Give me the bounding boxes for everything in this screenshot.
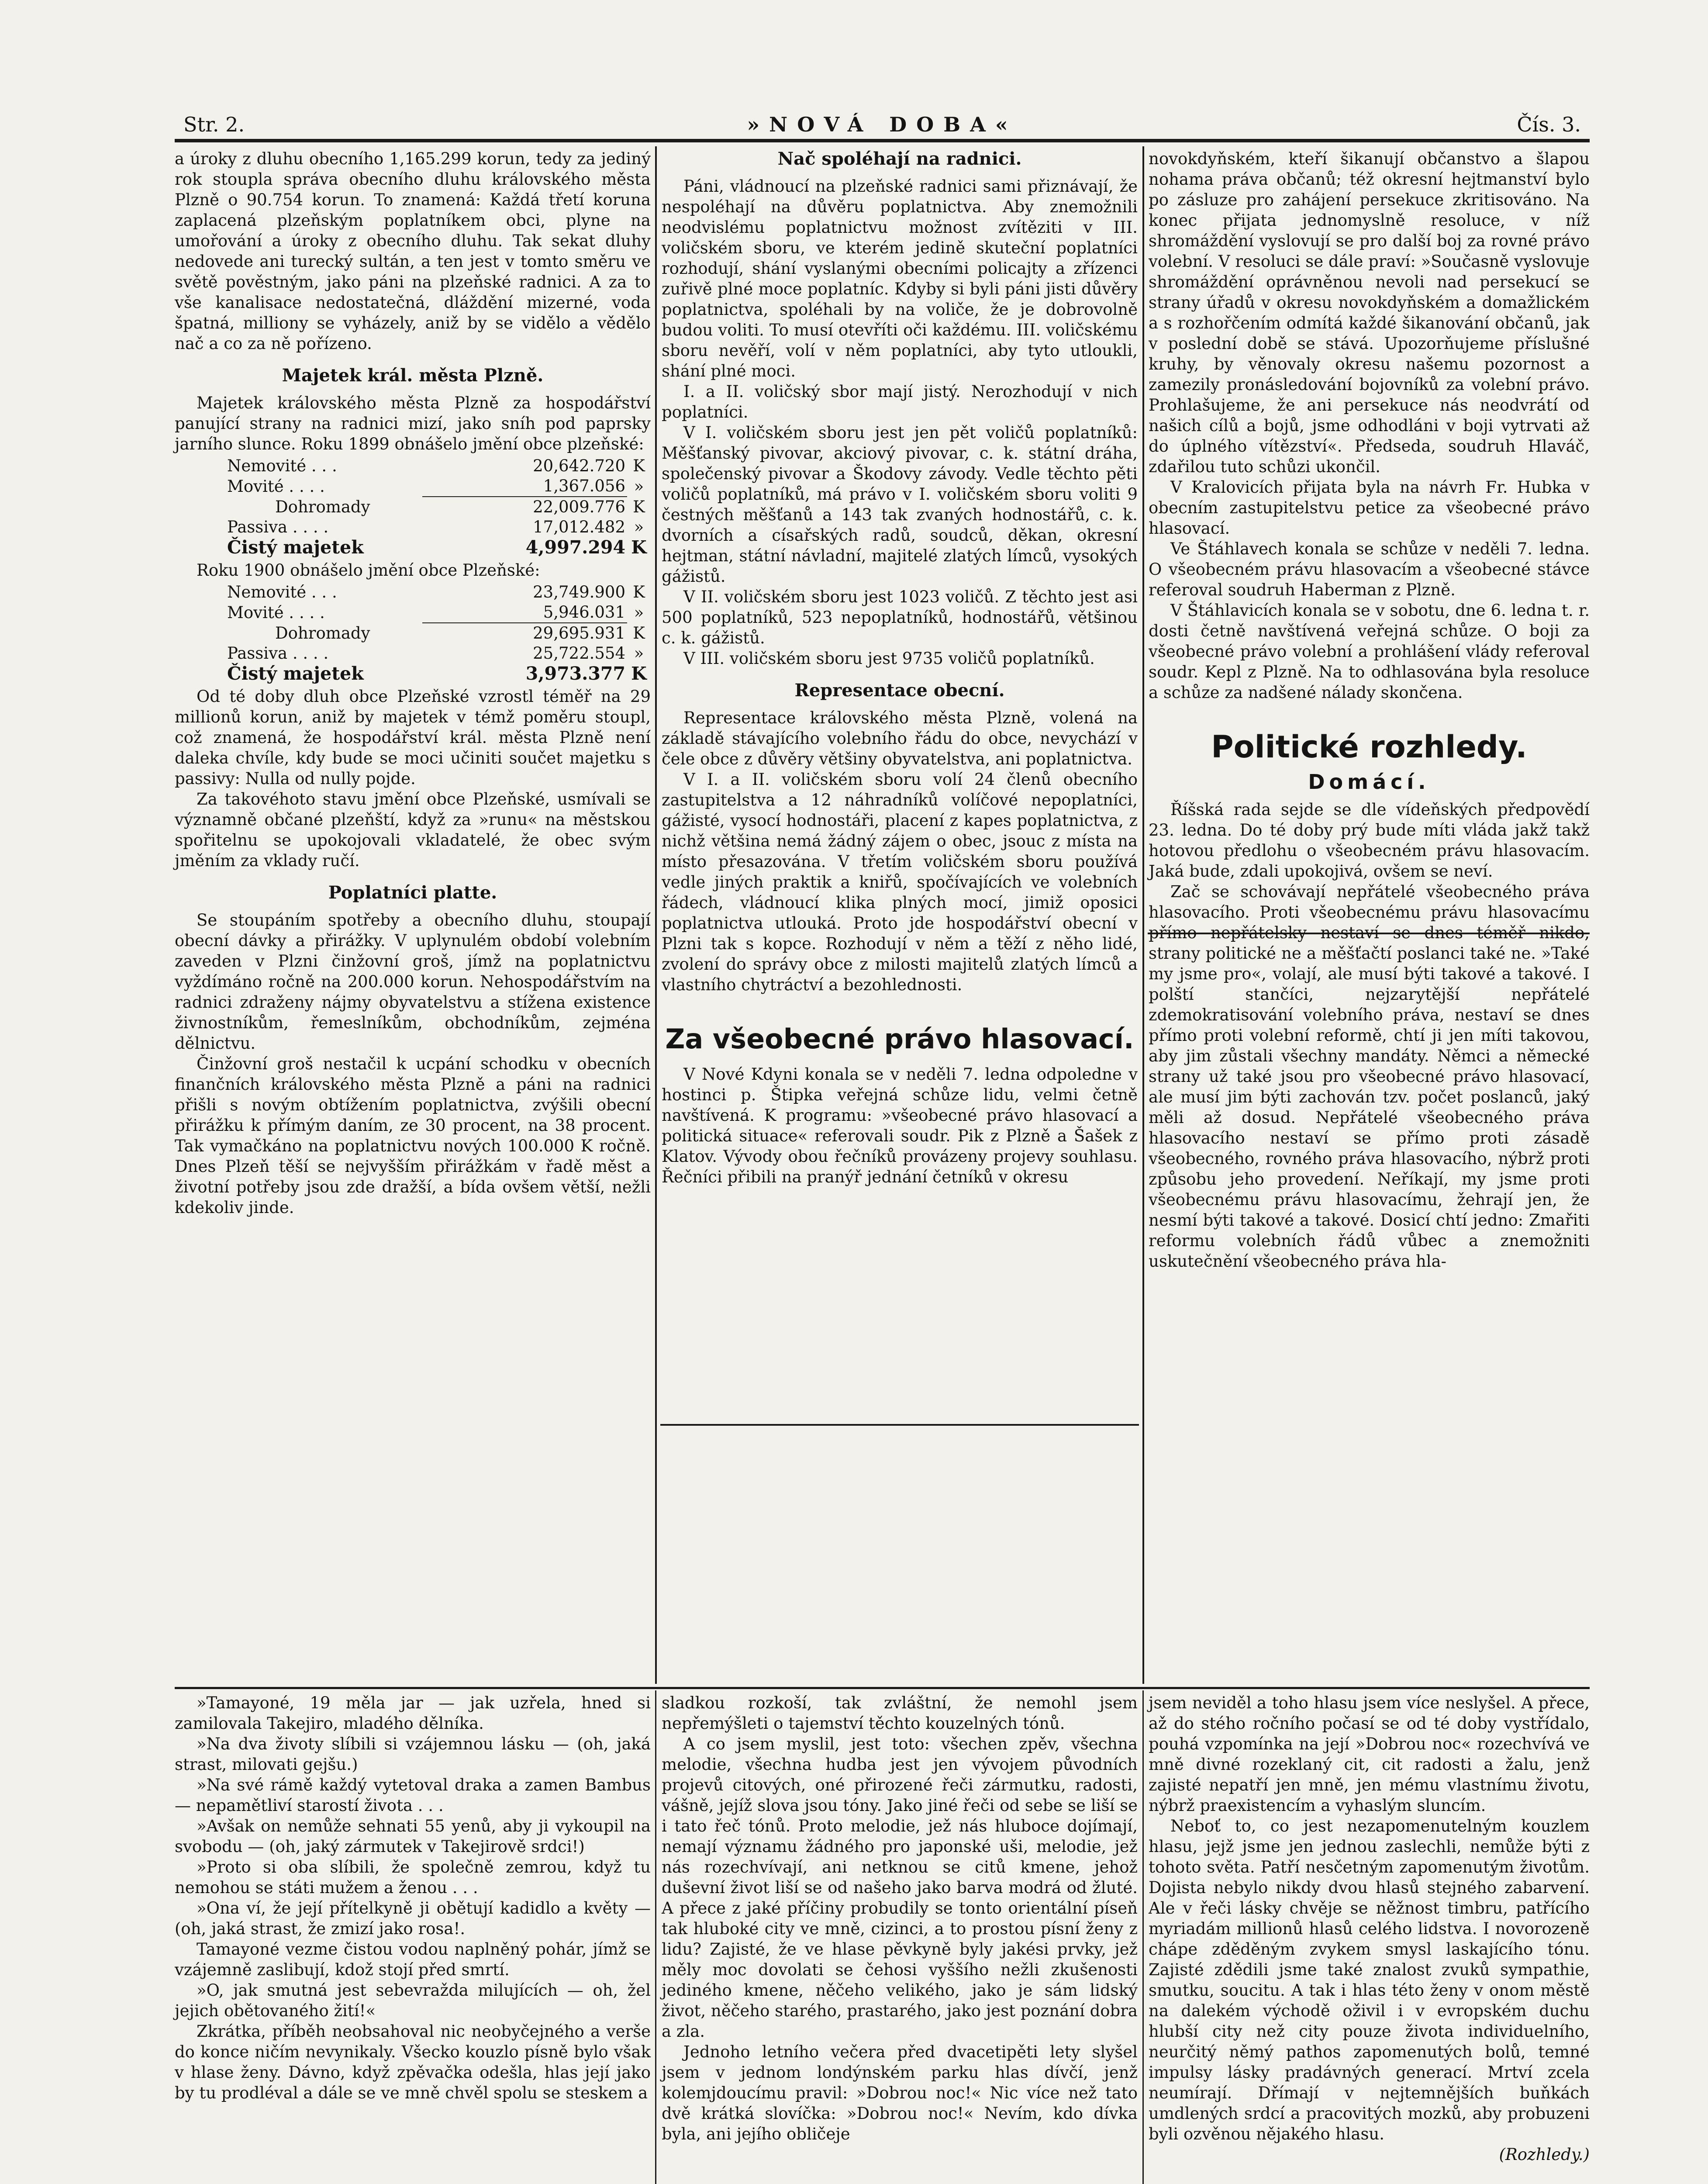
table-row: Čistý majetek 4,997.294 K xyxy=(227,537,647,558)
paragraph: Neboť to, co jest nezapomenutelným kouzlem hlasu, jejž jsme jen jednou zaslechli, nemůže býti z tohoto světa. Patří nesčetným zapomenutým životům. Dojista nebylo nikdy dvou hlasů stejného zabarvení. Ale v řeči lásky chvěje se něžnost timbru, patřícího myriadám millionů hlasů celého lidstva. I novorozeně chápe zděděným zvykem smysl laskajícího tónu. Zajisté zdědili jsme také znalost zvuků sympathie, smutku, soucitu. A tak i hlas této ženy v onom městě na dalekém východě oživil i v evropském duchu hlubší city než city pouze života individuelního, neurčitý němý pathos zapomenutých bolů, temné impulsy lásky pradávných generací. Mrtví zcela neumírají. Dřímají v nejtemnějších buňkách umdlených srdcí a pracovitých mozků, aby probuzeni byli ozvěnou nějakého hlasu. xyxy=(1149,1817,1590,2143)
big-title-rule-top xyxy=(660,1424,1139,1426)
issue-number: Čís. 3. xyxy=(1517,113,1581,136)
table-row: Dohromady 29,695.931 K xyxy=(275,623,645,643)
section-subtitle: Domácí. xyxy=(1308,770,1430,794)
page-number: Str. 2. xyxy=(183,113,245,136)
paragraph: »Proto si oba slíbili, že společně zemrou, když tu nemohou se státi mužem a ženou . . . xyxy=(175,1858,651,1897)
feuilleton-rule xyxy=(175,1687,1590,1689)
column-divider-2 xyxy=(1142,146,1144,1684)
source-signature: (Rozhledy.) xyxy=(1499,2145,1590,2164)
feuilleton-column-1 xyxy=(175,1693,651,2103)
paragraph: Zač se schovávají nepřátelé všeobecného práva hlasovacího. Proti všeobecnému právu hlasovacímu přímo nepřátelsky nestaví se dnes téměř nikdo, strany politické ne a měšťačtí poslanci také ne. »Také my jsme pro«, volají, ale musí býti takové a takové. I polští stančíci, nejzarytější nepřátelé zdemokratisování volebního práva, nestaví se dnes přímo proti volební reformě, chtí ji jen míti takovou, aby jim zůstali všechny mandáty. Němci a německé strany už také jsou pro všeobecné právo hlasovací, ale musí jim býti zachován tzv. počet poslanců, jaký měli až dosud. Nepřátelé všeobecného práva hlasovacího nestaví se přímo proti zásadě všeobecného, rovného práva hlasovacího, nýbrž proti způsobu jeho provedení. Neříkají, my jsme proti všeobecnému právu hlasovacímu, žehrají jen, že nesmí býti takové a takové. Dosicí chtí jedno: Zmařiti reformu volebních řádů vůbec a znemožniti uskutečnění všeobecného práva hla- xyxy=(1149,882,1590,1271)
paragraph: V III. voličském sboru jest 9735 voličů poplatníků. xyxy=(683,649,1095,668)
feuilleton-column-3 xyxy=(1149,1693,1590,2165)
table-row: Movité . . . . 5,946.031 » xyxy=(227,603,644,622)
feuilleton-column-2 xyxy=(662,1693,1138,2144)
assets-table-1899 xyxy=(175,456,651,557)
table-row: Nemovité . . . 20,642.720 K xyxy=(227,456,645,475)
paragraph: Majetek královského města Plzně za hospodářství panující strany na radnici mizí, jako sníh pod paprsky jarního slunce. Roku 1899 obnášelo jmění obce plzeňské: xyxy=(175,394,651,453)
paragraph: Páni, vládnoucí na plzeňské radnici sami přiznávají, že nespoléhají na důvěru poplatnictva. Aby znemožnili neodvislému poplatnictvu možnost zvítěziti v III. voličském sboru, ve kterém jedině skuteční poplatníci rozhodují, shání vyslanými obecními policajty a zřízenci zuřivě plné moce poplatníc. Kdyby si byli páni jisti důvěry poplatnictva, spoléhali by na voliče, že je dobrovolně budou voliti. To musí otevříti oči každému. III. voličskému sboru nevěří, volí v něm poplatníci, aby tyto utloukli, shání plné moci. xyxy=(662,177,1138,380)
paragraph: Říšská rada sejde se dle vídeňských předpovědí 23. ledna. Do té doby prý bude míti vláda jakž takž hotovou předlohu o všeobecném právu hlasovacím. Jaká bude, zdali upokojivá, ovšem se neví. xyxy=(1149,800,1590,881)
paragraph: Tamayoné vezme čistou vodou naplněný pohár, jímž se vzájemně zaslibují, kdož stojí před smrtí. xyxy=(175,1940,651,1979)
paragraph: Za takovéhoto stavu jmění obce Plzeňské, usmívali se významně občané plzeňští, když za »runu« na městskou spořitelnu se upokojovali vkladatelé, že obec svým jměním za vklady ručí. xyxy=(175,790,651,870)
table-row: Dohromady 22,009.776 K xyxy=(275,497,645,516)
masthead-title: »NOVÁ DOBA« xyxy=(747,113,1018,136)
paragraph: »Avšak on nemůže sehnati 55 yenů, aby ji vykoupil na svobodu — (oh, jaký zármutek v Takejirově srdci!) xyxy=(175,1817,651,1856)
paragraph: V Nové Kdyni konala se v neděli 7. ledna odpoledne v hostinci p. Štipka veřejná schůze lidu, velmi četně navštívená. K programu: »všeobecné právo hlasovací a politická situace« referovali soudr. Pik z Plzně a Šašek z Klatov. Vývody obou řečníků provázeny projevy souhlasu. Řečníci přibili na pranýř jednání četníků v okresu xyxy=(662,1065,1138,1186)
page-header xyxy=(175,108,1590,139)
section-heading: Nač spoléhají na radnici. xyxy=(777,149,1022,169)
paragraph: V Kralovicích přijata byla na návrh Fr. Hubka v obecním zastupitelstvu petice za všeobecné právo hlasovací. xyxy=(1149,478,1590,538)
section-heading: Majetek král. města Plzně. xyxy=(282,365,544,386)
paragraph: Od té doby dluh obce Plzeňské vzrostl téměř na 29 millionů korun, aniž by majetek v témž poměru stoupl, což znamená, že hospodářství král. města Plzně není daleka chvíle, kdy bude se moci učiniti součet majetku s passivy: Nulla od nully pojde. xyxy=(175,687,651,788)
table-row: Čistý majetek 3,973.377 K xyxy=(227,663,647,684)
paragraph: jsem neviděl a toho hlasu jsem více neslyšel. A přece, až do stého ročního počasí se od té doby vystřídalo, pouhá vzpomínka na její »Dobrou noc« rozechvívá ve mně divné rozeklaný cit, cit radosti a žalu, jenž zajisté nepatří jen mně, jen mému vlastnímu životu, nýbrž praexistencím a vyhaslým sluncím. xyxy=(1149,1693,1590,1815)
paragraph: »Ona ví, že její přítelkyně ji obětují kadidlo a květy — (oh, jaká strast, že zmizí jako rosa!. xyxy=(175,1899,651,1938)
article-title: Za všeobecné právo hlasovací. xyxy=(665,1023,1134,1055)
paragraph: »O, jak smutná jest sebevražda milujících — oh, žel jejich obětovaného žití!« xyxy=(175,1981,651,2020)
table-row: Movité . . . . 1,367.056 » xyxy=(227,477,644,496)
paragraph: Se stoupáním spotřeby a obecního dluhu, stoupají obecní dávky a přirážky. V uplynulém období volebním zaveden v Plzni činžovní groš, jímž na poplatnictvu vyždímáno ročně na 200.000 korun. Nehospodářstvím na radnici zdraženy nájmy obyvatelstvu a stížena existence živnostníkům, řemeslníkům, obchodníkům, zejména dělnictvu. xyxy=(175,911,651,1053)
paragraph: Representace královského města Plzně, volená na základě stávajícího volebního řádu do obce, nevychází v čele obce z důvěry většiny obyvatelstva, ani poplatnictva. xyxy=(662,708,1138,768)
paragraph: A co jsem myslil, jest toto: všechen zpěv, všechna melodie, všechna hudba jest jen vývojem původních projevů citových, oné přirozené řeči zármutku, radosti, vášně, jejíž slova jsou tóny. Jako jiné řeči od sebe se liší se i tato řeč tónů. Proto melodie, jež nás hluboce dojímají, nemají významu žádného pro japonské uši, melodie, jež nás rozechvívají, ani netknou se citů kmene, jehož duševní život liší se od našeho jako barva modrá od žluté. A přece z jaké příčiny probudily se tonto orientální píseň tak hluboké city ve mně, cizinci, a to prostou písní ženy z lidu? Zajisté, že ve hlase pěvkyně byly jakési prvky, jež měly moc dovolati se čehosi vyššího nežli zkušenosti jediného kmene, něčeho velikého, jako je sám lidský život, něčeho starého, prastarého, jako jest poznání dobra a zla. xyxy=(662,1735,1138,2041)
table-row: Nemovité . . . 23,749.900 K xyxy=(227,583,645,601)
paragraph: I. a II. voličský sbor mají jistý. Nerozhodují v nich poplatníci. xyxy=(662,382,1138,422)
section-heading: Representace obecní. xyxy=(794,680,1005,701)
paragraph: Zkrátka, příběh neobsahoval nic neobyčejného a verše do konce ničím nevynikaly. Všecko kouzlo písně bylo však v hlase ženy. Dávno, když zpěvačka odešla, hlas její jako by tu prodléval a dále se ve mně chvěl spolu se steskem a xyxy=(175,2022,651,2102)
paragraph: »Na své rámě každý vytetoval draka a zamen Bambus — nepamětliví starostí života . . . xyxy=(175,1776,651,1815)
paragraph: »Na dva životy slíbili si vzájemnou lásku — (oh, jaká strast, milovati gejšu.) xyxy=(175,1735,651,1774)
column-1 xyxy=(175,149,651,1218)
column-3 xyxy=(1149,149,1590,1272)
assets-table-1900 xyxy=(175,582,651,684)
paragraph: Ve Štáhlavech konala se schůze v neděli 7. ledna. O všeobecném právu hlasovacím a všeobecné stávce referoval soudruh Haberman z Plzně. xyxy=(1149,539,1590,599)
feuilleton-divider-1 xyxy=(655,1690,656,2184)
feuilleton-divider-2 xyxy=(1142,1690,1144,2184)
paragraph: V Štáhlavicích konala se v sobotu, dne 6. ledna t. r. dosti četně navštívená veřejná schůze. O boji za všeobecné právo volební a prohlášení vlády referoval soudr. Kepl z Plzně. Na to odhlasována byla resoluce a schůze za nadšené nálady skončena. xyxy=(1149,601,1590,702)
paragraph: novokdyňském, kteří šikanují občanstvo a šlapou nohama práva občanů; též okresní hejtmanství bylo po zásluze pro zahájení persekuce zkritisováno. Na konec přijata jednomyslně resoluce, v níž shromáždění vyslovují se pro další boj za rovné právo volební. V resoluci se dále praví: »Současně vyslovuje shromáždění oprávněnou nevoli nad persekucí se strany úřadů v okresu novokdyňském a domažlickém a s rozhořčením odmítá každé šikanování občanů, jak v poslední době se stává. Upozorňujeme příslušné kruhy, by věnovaly okresu našemu pozornost a zamezily pronásledování bojovníků za volební právo. Prohlašujeme, že ani persekuce nás neodvrátí od našich cílů a bojů, jsme odhodláni v boji vytrvati až do úplného vítězství«. Předseda, soudruh Hlaváč, zdařilou tuto schůzi ukončil. xyxy=(1149,149,1590,476)
header-rule xyxy=(175,139,1590,142)
paragraph: V II. voličském sboru jest 1023 voličů. Z těchto jest asi 500 poplatníků, 523 nepoplatníků, hodnostářů, většinou c. k. gážistů. xyxy=(662,587,1138,647)
paragraph: sladkou rozkoší, tak zvláštní, že nemohl jsem nepřemýšleti o tajemství těchto kouzelných tónů. xyxy=(662,1693,1138,1733)
column-2 xyxy=(662,149,1138,1187)
paragraph: Jednoho letního večera před dvacetipěti lety slyšel jsem v jednom londýnském parku hlas dívčí, jenž kolemjdoucímu pravil: »Dobrou noc!« Nic více než tato dvě krátká slovíčka: »Dobrou noc!« Nevím, kdo dívka byla, ani jejího obličeje xyxy=(662,2042,1138,2143)
section-heading: Poplatníci platte. xyxy=(328,882,497,903)
paragraph: V I. voličském sboru jest jen pět voličů poplatníků: Měšťanský pivovar, akciový pivovar, c. k. státní dráha, společenský pivovar a Škodovy závody. Vedle těchto pěti voličů poplatníků, má právo v I. voličském sboru voliti 9 čestných měšťanů a 143 tak zvaných hodnostářů, c. k. dvorních a císařských radů, soudců, děkan, okresní hejtman, státní návladní, majitelé zlatých límců, vysokých gážistů. xyxy=(662,423,1138,586)
table-row: Passiva . . . . 25,722.554 » xyxy=(227,644,644,663)
paragraph: a úroky z dluhu obecního 1,165.299 korun, tedy za jediný rok stoupla správa obecního dluhu královského města Plzně o 90.754 korun. To znamená: Každá třetí koruna zaplacená plzeňským poplatníkem obci, plyne na umořování a úroky z obecního dluhu. Tak sekat dluhy nedovede ani turecký sultán, a ten jest v tomto směru ve světě pověstným, jako páni na plzeňské radnici. A za to vše kanalisace nedostatečná, dláždění mizerné, voda špatná, milliony se vyházely, aniž by se vidělo a vědělo nač a co za ně pořízeno. xyxy=(175,149,651,353)
paragraph: Činžovní groš nestačil k ucpání schodku v obecních finančních královského města Plzně a páni na radnici přišli s novým obtížením poplatnictva, zvýšili obecní přirážku k přímým daním, ze 30 procent, na 38 procent. Tak vymačkáno na poplatnictvu nových 100.000 K ročně. Dnes Plzeň těší se nejvyšším přirážkám v řadě měst a životní potřeby jsou zde dražší, a bída ovšem větší, nežli kdekoliv jinde. xyxy=(175,1054,651,1217)
section-title: Politické rozhledy. xyxy=(1211,729,1527,765)
paragraph: »Tamayoné, 19 měla jar — jak uzřela, hned si zamilovala Takejiro, mladého dělníka. xyxy=(175,1693,651,1733)
paragraph: Roku 1900 obnášelo jmění obce Plzeňské: xyxy=(197,561,540,580)
table-row: Passiva . . . . 17,012.482 » xyxy=(227,518,644,536)
paragraph: V I. a II. voličském sboru volí 24 členů obecního zastupitelstva a 12 náhradníků volíčové nepoplatníci, gážisté, vysocí hodnostáři, placení z kapes poplatnictva, z nichž většina nemá žádný zájem o obec, jsouc z místa na místo přesazována. V třetím voličském sboru používá vedle jiných praktik a kniřů, spočívajících ve volebních řádech, vládnoucí klika plných mocí, jimiž oposici poplatnictva utlouká. Proto jde hospodářství obecní v Plzni tak s kopce. Rozhodují v něm a těží z něho lidé, zvolení do správy obce z milosti majitelů zlatých límců a vlastního chytráctví a bezohlednosti. xyxy=(662,770,1138,994)
column-divider-1 xyxy=(655,146,657,1684)
